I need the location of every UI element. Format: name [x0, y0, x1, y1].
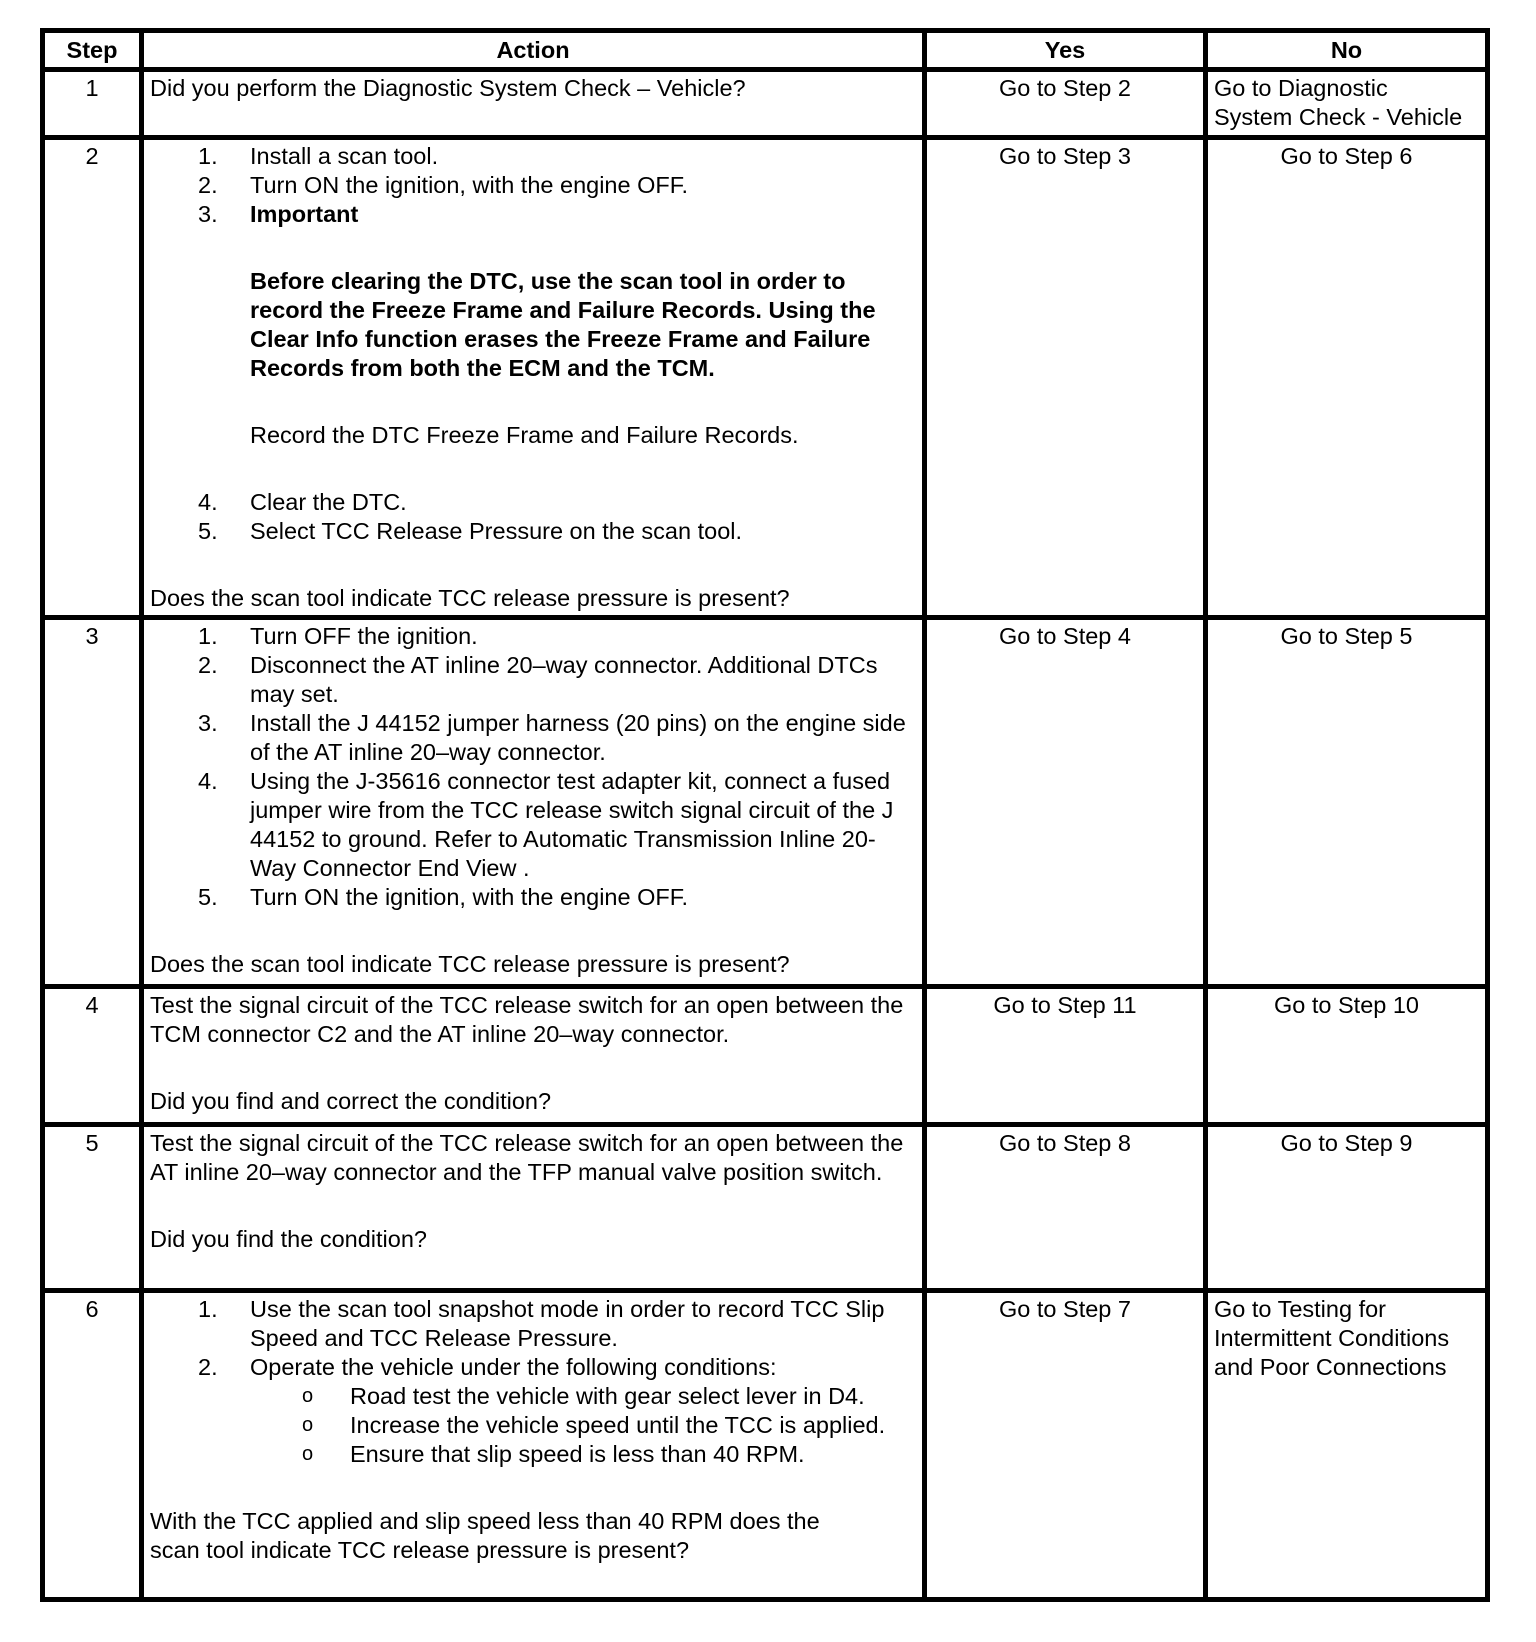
sub-list-item	[250, 1411, 916, 1440]
header-yes: Yes	[925, 31, 1206, 70]
item-number: 4.	[198, 489, 218, 515]
item-text: Turn OFF the ignition.	[250, 623, 478, 649]
table-row	[43, 987, 1488, 1125]
action-list	[150, 488, 916, 546]
no-line: Go to Diagnostic	[1214, 75, 1388, 101]
action-question: Does the scan tool indicate TCC release pressure is present?	[150, 951, 790, 977]
important-heading: Important	[250, 201, 359, 227]
bullet-icon: o	[302, 1443, 314, 1465]
item-text: Disconnect the AT inline 20–way connector. Additional DTCs may set.	[250, 652, 878, 707]
action-question-line: With the TCC applied and slip speed less than 40 RPM does the	[150, 1508, 820, 1534]
item-number: 2.	[198, 652, 218, 678]
yes-cell: Go to Step 2	[925, 70, 1206, 138]
action-question: Did you find the condition?	[150, 1226, 427, 1252]
yes-cell: Go to Step 7	[925, 1291, 1206, 1600]
no-line: Go to Testing for	[1214, 1296, 1386, 1322]
item-number: 1.	[198, 143, 218, 169]
item-number: 2.	[198, 1354, 218, 1380]
item-text: Using the J-35616 connector test adapter kit, connect a fused jumper wire from the TCC release switch signal circuit of the J 44152 to ground. Refer to Automatic Transmission Inline 20-Way Connector End View .	[250, 768, 894, 881]
no-cell: Go to Step 6	[1206, 138, 1488, 618]
action-cell	[142, 618, 925, 987]
record-instruction: Record the DTC Freeze Frame and Failure Records.	[250, 422, 799, 448]
list-item	[150, 200, 916, 229]
step-number: 4	[43, 987, 142, 1125]
item-text: Install the J 44152 jumper harness (20 pins) on the engine side of the AT inline 20–way connector.	[250, 710, 906, 765]
table-row	[43, 1125, 1488, 1291]
item-text: Turn ON the ignition, with the engine OFF.	[250, 172, 689, 198]
item-number: 5.	[198, 518, 218, 544]
item-text: Select TCC Release Pressure on the scan tool.	[250, 518, 743, 544]
list-item	[150, 1295, 916, 1353]
list-item	[150, 1353, 916, 1469]
important-note: Before clearing the DTC, use the scan tool in order to record the Freeze Frame and Failure Records. Using the Clear Info function erases the Freeze Frame and Failure Records from both the ECM and the TCM.	[250, 268, 876, 381]
diagnostic-table	[40, 28, 1490, 1602]
list-item	[150, 767, 916, 883]
no-cell	[1206, 70, 1488, 138]
no-cell: Go to Step 5	[1206, 618, 1488, 987]
sub-list-item	[250, 1382, 916, 1411]
list-item	[150, 517, 916, 546]
yes-cell: Go to Step 11	[925, 987, 1206, 1125]
step-number: 2	[43, 138, 142, 618]
table-row	[43, 1291, 1488, 1600]
action-cell	[142, 70, 925, 138]
list-item	[150, 142, 916, 171]
action-cell	[142, 987, 925, 1125]
table-row	[43, 70, 1488, 138]
item-text: Operate the vehicle under the following conditions:	[250, 1354, 777, 1380]
no-line: Intermittent Conditions	[1214, 1325, 1450, 1351]
sub-list	[250, 1382, 916, 1469]
item-number: 1.	[198, 623, 218, 649]
yes-cell: Go to Step 3	[925, 138, 1206, 618]
no-line: and Poor Connections	[1214, 1354, 1447, 1380]
action-list	[150, 142, 916, 229]
item-number: 4.	[198, 768, 218, 794]
no-cell	[1206, 1291, 1488, 1600]
action-cell	[142, 1125, 925, 1291]
item-text: Turn ON the ignition, with the engine OFF.	[250, 884, 689, 910]
action-question-line: scan tool indicate TCC release pressure is present?	[150, 1537, 690, 1563]
bullet-icon: o	[302, 1385, 314, 1407]
action-cell	[142, 1291, 925, 1600]
action-question: Did you find and correct the condition?	[150, 1088, 552, 1114]
item-text: Clear the DTC.	[250, 489, 407, 515]
action-question: Does the scan tool indicate TCC release pressure is present?	[150, 585, 790, 611]
sub-item-text: Ensure that slip speed is less than 40 RPM.	[350, 1441, 805, 1467]
item-text: Use the scan tool snapshot mode in order to record TCC Slip Speed and TCC Release Pressure.	[250, 1296, 885, 1351]
table-row	[43, 138, 1488, 618]
list-item	[150, 488, 916, 517]
sub-item-text: Increase the vehicle speed until the TCC is applied.	[350, 1412, 886, 1438]
action-list	[150, 622, 916, 912]
sub-list-item	[250, 1440, 916, 1469]
action-text: Test the signal circuit of the TCC release switch for an open between the AT inline 20–way connector and the TFP manual valve position switch.	[150, 1130, 904, 1185]
table-row	[43, 618, 1488, 987]
no-cell: Go to Step 10	[1206, 987, 1488, 1125]
list-item	[150, 709, 916, 767]
header-action: Action	[142, 31, 925, 70]
step-number: 6	[43, 1291, 142, 1600]
header-no: No	[1206, 31, 1488, 70]
list-item	[150, 171, 916, 200]
list-item	[150, 883, 916, 912]
item-number: 3.	[198, 201, 218, 227]
list-item	[150, 651, 916, 709]
step-number: 1	[43, 70, 142, 138]
yes-cell: Go to Step 8	[925, 1125, 1206, 1291]
item-number: 5.	[198, 884, 218, 910]
item-number: 2.	[198, 172, 218, 198]
step-number: 3	[43, 618, 142, 987]
item-number: 1.	[198, 1296, 218, 1322]
item-text: Install a scan tool.	[250, 143, 439, 169]
action-cell	[142, 138, 925, 618]
action-list	[150, 1295, 916, 1469]
action-text: Test the signal circuit of the TCC release switch for an open between the TCM connector C2 and the AT inline 20–way connector.	[150, 992, 904, 1047]
no-line: System Check - Vehicle	[1214, 104, 1463, 130]
header-step: Step	[43, 31, 142, 70]
yes-cell: Go to Step 4	[925, 618, 1206, 987]
item-number: 3.	[198, 710, 218, 736]
no-cell: Go to Step 9	[1206, 1125, 1488, 1291]
header-row	[43, 31, 1488, 70]
sub-item-text: Road test the vehicle with gear select lever in D4.	[350, 1383, 865, 1409]
action-question: Did you perform the Diagnostic System Check – Vehicle?	[150, 75, 746, 101]
bullet-icon: o	[302, 1414, 314, 1436]
list-item	[150, 622, 916, 651]
step-number: 5	[43, 1125, 142, 1291]
